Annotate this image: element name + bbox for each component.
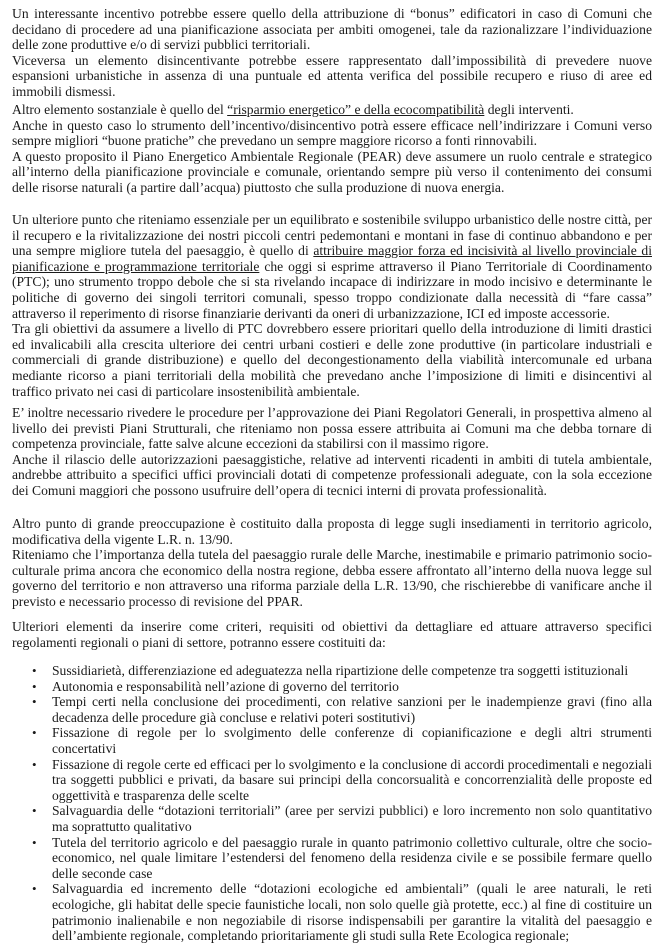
paragraph-bonus-incentive xyxy=(12,6,652,100)
list-item xyxy=(12,803,652,834)
list-item xyxy=(12,679,652,695)
paragraph-line: Tra gli obiettivi da assumere a livello di PTC dovrebbero essere prioritari quello della introduzione di limiti drastici ed invalicabili alla crescita ulteriore dei centri urbani costieri e delle zone produttive (in particolare industriali e commerciali di grande distribuzione) e quello del decongestionamento della viabilità intercomunale ed urbana mediante ricorso a piani territoriali della mobilità che prevedano anche l’imposizione di limiti e disincentivi al traffico privato nei casi di particolare insostenibilità ambientale. xyxy=(12,321,652,399)
bullet-icon: • xyxy=(32,725,37,741)
bullet-icon: • xyxy=(32,803,37,819)
list-item-text: Tempi certi nella conclusione dei procedimenti, con relative sanzioni per le inadempienze gravi (fino alla decadenza delle procedure già concluse e relativi poteri sostitutivi) xyxy=(52,694,652,725)
list-item xyxy=(12,881,652,943)
bullet-icon: • xyxy=(32,663,37,678)
lead-text: Un ulteriore punto che riteniamo essenziale per un equilibrato e sostenibile sviluppo urbanistico delle nostre città, per il recupero e la rivitalizzazione dei nostri piccoli centri pedemontani e montani in fase di continuo abbandono e per una sempre migliore tutela del paesaggio, è quello di xyxy=(12,212,652,259)
list-item xyxy=(12,694,652,725)
list-item-text: Sussidiarietà, differenziazione ed adeguatezza nella ripartizione delle competenze tra soggetti istituzionali xyxy=(52,663,629,678)
bullet-icon: • xyxy=(32,694,37,710)
paragraph-line: Anche il rilascio delle autorizzazioni paesaggistiche, relative ad interventi ricadenti in ambiti di tutela ambientale, andrebbe attribuito a specifici uffici provinciali dotati di competenze professionali adeguate, con la sola eccezione dei Comuni maggiori che possono usufruire dell’opera di tecnici interni di provata professionalità. xyxy=(12,451,652,498)
paragraph-line: A questo proposito il Piano Energetico Ambientale Regionale (PEAR) deve assumere un ruolo centrale e strategico all’interno della pianificazione provinciale e comunale, orientando sempre più verso il contenimento dei consumi delle risorse naturali (a partire dall’acqua) piuttosto che sulla produzione di nuova energia. xyxy=(12,148,652,195)
list-item xyxy=(12,835,652,882)
underlined-phrase: attribuire maggior forza ed incisività al livello provinciale di pianificazione e programmazione territoriale xyxy=(12,243,652,274)
paragraph-line: Anche in questo caso lo strumento dell’incentivo/disincentivo potrà essere efficace nell’indirizzare i Comuni verso sempre migliori “buone pratiche” che prevedano un sempre maggiore ricorso a fonti rinnovabili. xyxy=(12,117,652,149)
paragraph-line: Altro punto di grande preoccupazione è costituito dalla proposta di legge sugli insediamenti in territorio agricolo, modificativa della vigente L.R. n. 13/90. xyxy=(12,516,652,547)
list-item-text: Tutela del territorio agricolo e del paesaggio rurale in quanto patrimonio collettivo culturale, oltre che socio-economico, nel quale limitare l’estendersi del fenomeno della residenza civile e se possibile fermare quello delle seconde case xyxy=(52,834,652,881)
list-item-text: Autonomia e responsabilità nell’azione di governo del territorio xyxy=(52,678,399,694)
list-item xyxy=(12,757,652,804)
paragraph-prg-procedures xyxy=(12,405,652,499)
tail-text: che oggi si esprime attraverso il Piano Territoriale di Coordinamento (PTC); uno strumento troppo debole che si sta rivelando incapace di indirizzare in modo incisivo e determinante le politiche di governo dei singoli territori comunali, spesso troppo condizionate dalla necessità di “fare cassa” attraverso il reperimento di risorse finanziarie derivanti da oneri di urbanizzazione, ICI ed imposte accessorie. xyxy=(12,258,652,321)
paragraph-line: Riteniamo che l’importanza della tutela del paesaggio rurale delle Marche, inestimabile e primario patrimonio socio-culturale prima ancora che economico della nostra regione, debba essere affrontato all’interno della nuova legge sul governo del territorio e non attraverso una riforma parziale della L.R. 13/90, che rischierebbe di vanificare anche il previsto e necessario processo di revisione del PPAR. xyxy=(12,547,652,609)
lead-text: Altro elemento sostanziale è quello del xyxy=(12,102,228,117)
list-item xyxy=(12,663,652,679)
list-item xyxy=(12,725,652,756)
paragraph-further-criteria xyxy=(12,619,652,650)
bullet-icon: • xyxy=(32,834,37,850)
paragraph-provincial-planning xyxy=(12,212,652,399)
paragraph-line: Ulteriori elementi da inserire come criteri, requisiti od obiettivi da dettagliare ed attuare attraverso specifici regolamenti regionali o piani di settore, potranno essere costituiti da: xyxy=(12,619,652,650)
list-item-text: Salvaguardia delle “dotazioni territoriali” (aree per servizi pubblici) e loro incremento non solo quantitativo ma soprattutto qualitativo xyxy=(52,803,652,834)
paragraph-line: Un interessante incentivo potrebbe essere quello della attribuzione di “bonus” edificatori in caso di Comuni che decidano di procedere ad una pianificazione associata per ambiti omogenei, tale da razionalizzare l’individuazione delle zone produttive e/o di servizi pubblici territoriali. xyxy=(12,6,652,53)
paragraph-line-lead xyxy=(12,102,652,118)
paragraph-line: E’ inoltre necessario rivedere le procedure per l’approvazione dei Piani Regolatori Generali, in prospettiva almeno al livello dei previsti Piani Strutturali, che riteniamo non possa essere attribuita ai Comuni ma che debba tornare di competenza provinciale, fatte salve alcune eccezioni da stabilirsi con il massimo rigore. xyxy=(12,405,652,452)
tail-text: degli interventi. xyxy=(484,102,574,117)
paragraph-agricultural-law xyxy=(12,516,652,610)
underlined-phrase: “risparmio energetico” e della ecocompatibilità xyxy=(227,102,485,117)
criteria-list xyxy=(12,663,652,944)
bullet-icon: • xyxy=(32,756,37,772)
paragraph-line: Viceversa un elemento disincentivante potrebbe essere rappresentato dall’impossibilità di prevedere nuove espansioni urbanistiche in assenza di una puntuale ed attenta verifica del possibile recupero e riuso di aree ed immobili dismessi. xyxy=(12,52,652,99)
list-item-text: Salvaguardia ed incremento delle “dotazioni ecologiche ed ambientali” (quali le aree naturali, le reti ecologiche, gli habitat delle specie faunistiche locali, non solo quelle già protette, ecc.) al fine di costituire un patrimonio inalienabile e non negoziabile di risorse indispensabili per garantire la vitalità del paesaggio e dell’ambiente regionale, completando prioritariamente gli studi sulla Rete Ecologica regionale; xyxy=(52,881,652,944)
paragraph-line-lead xyxy=(12,212,652,321)
paragraph-energy-saving xyxy=(12,102,652,196)
bullet-icon: • xyxy=(32,881,37,897)
list-item-text: Fissazione di regole per lo svolgimento delle conferenze di copianificazione e degli altri strumenti concertativi xyxy=(52,725,652,756)
bullet-icon: • xyxy=(32,678,37,694)
list-item-text: Fissazione di regole certe ed efficaci per lo svolgimento e la conclusione di accordi procedimentali e negoziali tra soggetti pubblici e privati, da basare sui principi della concorsualità e concorrenzialità delle proposte ed oggettività e trasparenza delle scelte xyxy=(52,756,652,803)
